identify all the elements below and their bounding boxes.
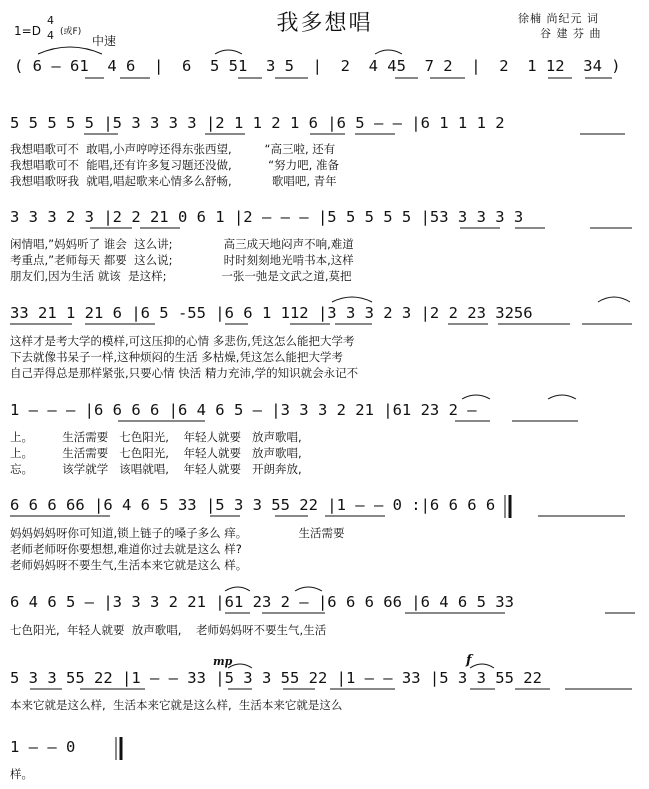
notation-row: 6 6 6 66 |6 4 6 5 33 |5 3 3 55 22 |1 — — 0 :|6 6 6 6: [10, 496, 496, 514]
composer-credit: 谷 建 芬 曲: [540, 27, 602, 40]
lyric-line: 老师老师呀你要想想,难道你过去就是这么 样?: [10, 542, 242, 556]
notation-row: 3 3 3 2 3 |2 2 21 0 6 1 |2 — — — |5 5 5 5 5 |53 3 3 3 3: [10, 208, 524, 226]
lyric-line: 老师妈妈呀不要生气,生活本来它就是这么 样。: [10, 558, 248, 572]
notation-row: 5 3 3 55 22 |1 — — 33 |5 3 3 55 22 |1 — — 33 |5 3 3 55 22: [10, 669, 542, 687]
lyric-line: 闲情唱,”妈妈听了 谁会 这么讲; 高三成天地闷声不响,难道: [10, 237, 354, 251]
tempo-marking: 中速: [92, 34, 117, 48]
notation-row: ( 6 — 61 4 6 | 6 5 51 3 5 | 2 4 45 7 2 | 2 1 12 34 ): [14, 57, 621, 75]
lyric-line: 妈妈妈妈呀你可知道,锁上链子的嗓子多么 痒。 生活需要: [10, 526, 345, 540]
notation-row: 6 4 6 5 — |3 3 3 2 21 |61 23 2 — |6 6 6 66 |6 4 6 5 33: [10, 593, 514, 611]
lyric-line: 上。 生活需要 七色阳光, 年轻人就要 放声歌唱,: [10, 446, 302, 460]
time-signature-top: 4: [47, 14, 54, 27]
lyric-line: 我想唱歌可不 能唱,还有许多复习题还没做, “努力吧, 准备: [10, 158, 339, 172]
lyric-line: 忘。 该学就学 该唱就唱, 年轻人就要 开朗奔放,: [10, 462, 302, 476]
lyric-line: 本来它就是这么样, 生活本来它就是这么样, 生活本来它就是这么: [10, 698, 343, 712]
lyricist-credit: 徐楠 尚纪元 词: [518, 12, 599, 25]
notation-row: 1 — — — |6 6 6 6 |6 4 6 5 — |3 3 3 2 21 |61 23 2 —: [10, 401, 477, 419]
time-signature-bottom: 4: [47, 29, 54, 42]
dynamic-f: f: [466, 653, 472, 668]
lyric-line: 自己弄得总是那样紧张,只要心情 快活 精力充沛,学的知识就会永记不: [10, 366, 359, 380]
lyric-line: 我想唱歌可不 敢唱,小声哼哼还得东张西望, “高三啦, 还有: [10, 142, 336, 156]
lyric-line: 下去就像书呆子一样,这种烦闷的生活 多枯燥,凭这怎么能把大学考: [10, 350, 343, 364]
notation-row: 1 — — 0: [10, 738, 76, 756]
slur-mark: [375, 50, 402, 54]
notation-row: 5 5 5 5 5 |5 3 3 3 3 |2 1 1 2 1 6 |6 5 — — |6 1 1 1 2: [10, 114, 505, 132]
notation-row: 33 21 1 21 6 |6 5 -55 |6 6 1 112 |3 3 3 2 3 |2 2 23 3256: [10, 304, 533, 322]
dynamic-mp: mp: [213, 655, 233, 668]
key-signature: 1=D: [14, 24, 41, 38]
lyric-line: 上。 生活需要 七色阳光, 年轻人就要 放声歌唱,: [10, 430, 302, 444]
lyric-line: 我想唱歌呀我 就唱,唱起歌来心情多么舒畅, 歌唱吧, 青年: [10, 174, 337, 188]
alt-meter: (或F): [60, 27, 82, 37]
lyric-line: 样。: [10, 767, 33, 781]
lyric-line: 考重点,”老师每天 都要 这么说; 时时刻刻地光啃书本,这样: [10, 253, 354, 267]
song-title: 我多想唱: [276, 11, 373, 36]
lyric-line: 这样才是考大学的模样,可这压抑的心情 多悲伤,凭这怎么能把大学考: [10, 334, 355, 348]
lyric-line: 七色阳光, 年轻人就要 放声歌唱, 老师妈妈呀不要生气,生活: [10, 623, 327, 637]
slur-mark: [215, 50, 242, 54]
lyric-line: 朋友们,因为生活 就该 是这样; 一张一弛是文武之道,莫把: [10, 269, 352, 283]
